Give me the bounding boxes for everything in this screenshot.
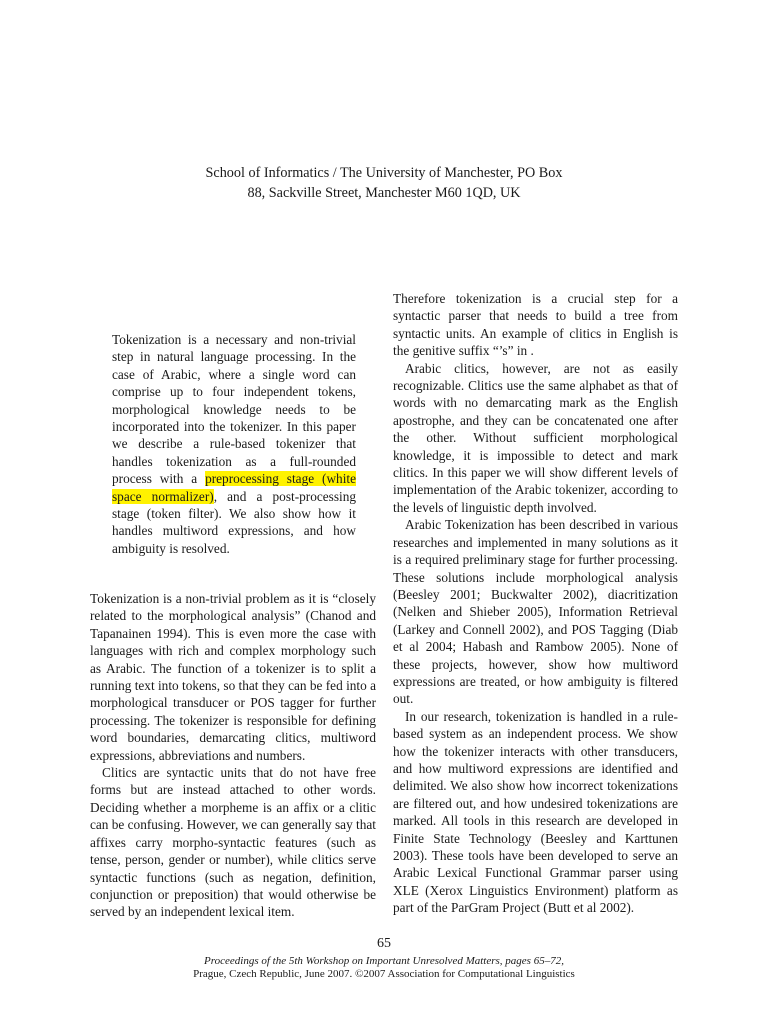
left-column [90, 590, 376, 921]
footer-location: Prague, Czech Republic, June 2007. ©2007 Association for Computational Linguistics [193, 968, 575, 980]
affiliation-line-1: School of Informatics / The University of Manchester, PO Box [205, 165, 563, 181]
footer-venue: Proceedings of the 5th Workshop on Important Unresolved Matters, pages 65–72, [204, 955, 564, 967]
page-number: 65 [377, 936, 391, 951]
right-column [393, 290, 678, 917]
abstract-highlighted-text: preprocessing stage (white space normalizer) [112, 471, 356, 504]
paragraph: Tokenization is a non-trivial problem as it is “closely related to the morphological analysis” (Chanod and Tapanainen 1994). This is even more the case with languages with rich and complex morphology such as Arabic. The function of a tokenizer is to split a running text into tokens, so that they can be fed into a morphological transducer or POS tagger for further processing. The tokenizer is responsible for defining word boundaries, demarcating clitics, multiword expressions, abbreviations and numbers. [90, 591, 376, 763]
paragraph: Therefore tokenization is a crucial step for a syntactic parser that needs to build a tree from syntactic units. An example of clitics in English is the genitive suffix “’s” in . [393, 291, 678, 359]
abstract-text-start: Tokenization is a necessary and non-trivial step in natural language processing. In the case of Arabic, where a single word can comprise up to four independent tokens, morphological knowledge needs to be incorporated into the tokenizer. In this paper we describe a rule-based tokenizer that handles tokenization as a full-rounded process with a [112, 332, 356, 487]
author-affiliation [0, 163, 768, 203]
paragraph: In our research, tokenization is handled in a rule-based system as an independent process. We show how the tokenizer interacts with other transducers, and how multiword expressions are identified and delimited. We also show how incorrect tokenizations are filtered out, and how undesired tokenizations are marked. All tools in this research are developed in Finite State Technology (Beesley and Karttunen 2003). These tools have been developed to serve an Arabic Lexical Functional Grammar parser using XLE (Xerox Linguistics Environment) platform as part of the ParGram Project (Butt et al 2002). [393, 708, 678, 916]
abstract-text-end: , and a post-processing stage (token filter). We also show how it handles multiword expressions, and how ambiguity is resolved. [112, 488, 356, 556]
paragraph: Clitics are syntactic units that do not have free forms but are instead attached to other words. Deciding whether a morpheme is an affix or a clitic can be confusing. However, we can generally say that affixes carry morpho-syntactic features (such as tense, person, gender or number), while clitics serve syntactic functions (such as negation, definition, conjunction or preposition) that would otherwise be served by an independent lexical item. [90, 765, 376, 920]
abstract [112, 331, 356, 557]
affiliation-line-2: 88, Sackville Street, Manchester M60 1QD, UK [247, 185, 521, 201]
paragraph: Arabic clitics, however, are not as easily recognizable. Clitics use the same alphabet as that of words with no demarcating mark as the English apostrophe, and they can be concatenated one after the other. Without sufficient morphological knowledge, it is impossible to detect and mark clitics. In this paper we will show different levels of implementation of the Arabic tokenizer, according to the levels of linguistic depth involved. [393, 360, 678, 515]
paragraph: Arabic Tokenization has been described in various researches and implemented in many solutions as it is a required preliminary stage for further processing. These solutions include morphological analysis (Beesley 2001; Buckwalter 2002), diacritization (Nelken and Shieber 2005), Information Retrieval (Larkey and Connell 2002), and POS Tagging (Diab et al 2004; Habash and Rambow 2005). None of these projects, however, show how multiword expressions are treated, or how ambiguity is filtered out. [393, 517, 678, 707]
footer [0, 955, 768, 981]
